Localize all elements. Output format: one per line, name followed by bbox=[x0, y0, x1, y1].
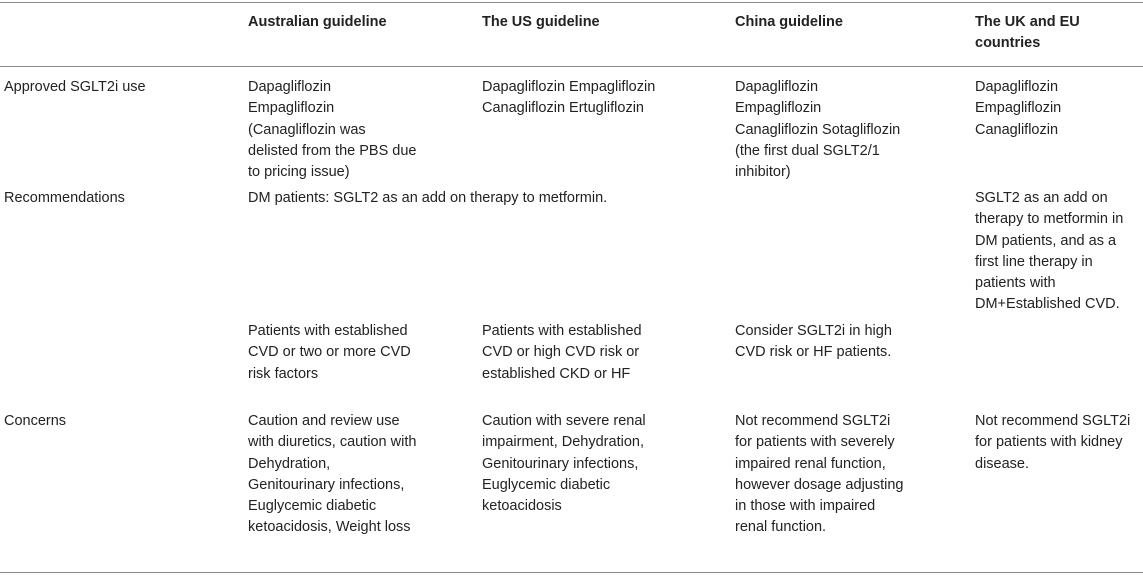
recommendation-span: DM patients: SGLT2 as an add on therapy to metformin. bbox=[248, 190, 608, 206]
approved-us: Dapagliflozin Empagliflozin Canagliflozin Ertugliflozin bbox=[482, 79, 656, 117]
concerns-us: Caution with severe renal impairment, Dehydration, Genitourinary infections, Euglycemic diabetic ketoacidosis bbox=[482, 413, 646, 515]
approved-australian: Dapagliflozin Empagliflozin (Canagliflozin was delisted from the PBS due to pricing issue) bbox=[248, 79, 417, 181]
row-label-approved: Approved SGLT2i use bbox=[4, 79, 146, 95]
recommendation-uk-eu: SGLT2 as an add on therapy to metformin in DM patients, and as a first line therapy in patients with DM+Established CVD. bbox=[975, 190, 1124, 313]
header-australian: Australian guideline bbox=[248, 14, 387, 30]
recommendation-china: Consider SGLT2i in high CVD risk or HF patients. bbox=[735, 323, 892, 361]
approved-china: Dapagliflozin Empagliflozin Canagliflozin Sotagliflozin (the first dual SGLT2/1 inhibitor) bbox=[735, 79, 901, 181]
header-uk-eu: The UK and EU countries bbox=[975, 14, 1080, 52]
concerns-uk-eu: Not recommend SGLT2i for patients with kidney disease. bbox=[975, 413, 1131, 472]
header-china: China guideline bbox=[735, 14, 843, 30]
recommendation-us: Patients with established CVD or high CVD risk or established CKD or HF bbox=[482, 323, 642, 382]
recommendation-australian: Patients with established CVD or two or more CVD risk factors bbox=[248, 323, 411, 382]
concerns-australian: Caution and review use with diuretics, caution with Dehydration, Genitourinary infections, Euglycemic diabetic ketoacidosis, Weight loss bbox=[248, 413, 417, 536]
header-us: The US guideline bbox=[482, 14, 600, 30]
row-label-recommendations: Recommendations bbox=[4, 190, 125, 206]
bottom-rule bbox=[0, 572, 1143, 573]
header-rule bbox=[0, 66, 1143, 67]
approved-uk-eu: Dapagliflozin Empagliflozin Canagliflozin bbox=[975, 79, 1062, 138]
row-label-concerns: Concerns bbox=[4, 413, 67, 429]
top-rule bbox=[0, 2, 1143, 3]
concerns-china: Not recommend SGLT2i for patients with severely impaired renal function, however dosage adjusting in those with impaired renal function. bbox=[735, 413, 904, 536]
